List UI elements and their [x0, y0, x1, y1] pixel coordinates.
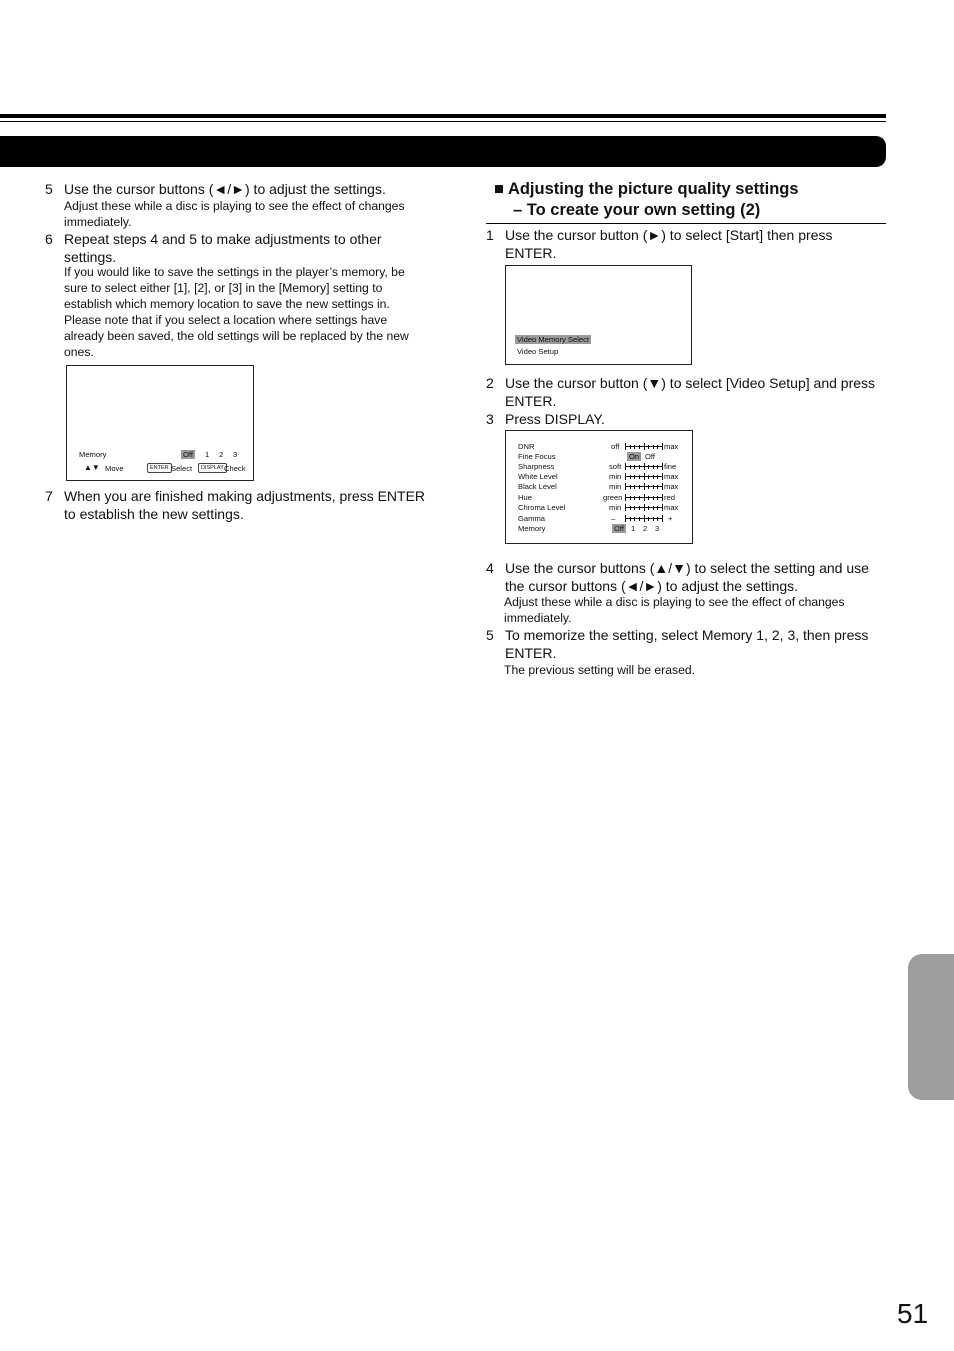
chroma-level-max-label: max — [664, 503, 679, 512]
slider-tick — [625, 443, 626, 450]
dnr-label: DNR — [518, 442, 535, 451]
slider-tick — [662, 463, 663, 470]
step-text-line: ENTER. — [505, 393, 557, 409]
white-level-label: White Level — [518, 472, 558, 481]
memory-label: Memory — [79, 450, 107, 459]
slider-tick — [648, 496, 649, 500]
memory-osd-screen — [66, 365, 254, 481]
slider-tick — [662, 483, 663, 490]
gamma-slider — [625, 515, 663, 522]
memory-off-option: Off — [614, 524, 624, 533]
gamma-label: Gamma — [518, 514, 546, 523]
note-line: establish which memory location to save the new settings in. — [64, 297, 390, 311]
note-line: ones. — [64, 345, 94, 359]
left-step-6-note — [64, 264, 409, 360]
step-number: 4 — [486, 560, 494, 576]
gamma-minus-label: – — [611, 514, 616, 523]
memory-option-3: 3 — [233, 450, 238, 459]
hue-min-label: green — [603, 493, 623, 502]
dnr-max-label: max — [664, 442, 679, 451]
slider-tick — [634, 506, 635, 510]
slider-tick — [662, 443, 663, 450]
step-text-line: to establish the new settings. — [64, 506, 244, 522]
sharpness-min-label: soft — [609, 462, 622, 471]
slider-tick — [653, 465, 654, 469]
hue-label: Hue — [518, 493, 532, 502]
step-text — [64, 487, 425, 523]
heading-line-1: ■ Adjusting the picture quality settings — [494, 180, 799, 198]
slider-tick — [630, 485, 631, 489]
step-text-line: Use the cursor buttons (▲/▼) to select the setting and use — [505, 560, 869, 576]
slider-tick — [653, 485, 654, 489]
display-key-icon: DISPLAY — [198, 463, 227, 473]
step-text-line: settings. — [64, 249, 117, 265]
step-text-line: the cursor buttons (◄/►) to adjust the settings. — [505, 578, 799, 594]
slider-tick — [653, 517, 654, 521]
gamma-plus-label: + — [668, 514, 673, 523]
slider-tick — [644, 504, 645, 511]
step-text — [505, 559, 869, 595]
step-text-line: ENTER. — [505, 645, 557, 661]
right-step-5-note: The previous setting will be erased. — [504, 663, 696, 677]
step-text — [505, 374, 875, 410]
note-line: Adjust these while a disc is playing to see the effect of changes — [64, 199, 405, 213]
note-line: immediately. — [64, 215, 132, 229]
step-text: Use the cursor buttons (◄/►) to adjust the settings. — [64, 181, 386, 197]
memory-option-2: 2 — [219, 450, 224, 459]
slider-tick — [634, 475, 635, 479]
slider-tick — [648, 506, 649, 510]
memory-label: Memory — [518, 524, 546, 533]
step-number: 1 — [486, 227, 494, 243]
slider-tick — [625, 515, 626, 522]
slider-tick — [644, 473, 645, 480]
enter-key-icon: ENTER — [147, 463, 172, 473]
slider-tick — [648, 485, 649, 489]
slider-tick — [625, 463, 626, 470]
step-text-line: ENTER. — [505, 245, 557, 261]
slider-tick — [639, 445, 640, 449]
slider-tick — [644, 483, 645, 490]
slider-tick — [657, 445, 658, 449]
slider-tick — [634, 445, 635, 449]
slider-tick — [639, 517, 640, 521]
hue-slider — [625, 494, 663, 501]
section-heading — [494, 179, 799, 221]
video-menu-osd-screen — [505, 265, 692, 365]
step-text: Press DISPLAY. — [505, 411, 605, 427]
chapter-side-tab — [908, 954, 954, 1100]
note-line: immediately. — [504, 611, 572, 625]
step-text — [505, 626, 868, 662]
check-label: Check — [224, 464, 246, 473]
slider-tick — [644, 443, 645, 450]
slider-tick — [657, 475, 658, 479]
fine-focus-off-option: Off — [645, 452, 655, 461]
note-line: sure to select either [1], [2], or [3] in the [Memory] setting to — [64, 281, 383, 295]
slider-tick — [625, 483, 626, 490]
step-number: 7 — [45, 488, 53, 504]
step-number: 2 — [486, 375, 494, 391]
heading-line-2: – To create your own setting (2) — [513, 201, 761, 219]
slider-tick — [639, 475, 640, 479]
step-text-line: When you are finished making adjustments, press ENTER — [64, 488, 426, 504]
note-line: If you would like to save the settings in the player’s memory, be — [64, 265, 405, 279]
hue-max-label: red — [664, 493, 675, 502]
slider-tick — [630, 517, 631, 521]
slider-tick — [634, 465, 635, 469]
dnr-min-label: off — [611, 442, 620, 451]
step-text-line: Use the cursor button (►) to select [Start] then press — [505, 227, 833, 243]
slider-tick — [630, 465, 631, 469]
white-level-min-label: min — [609, 472, 622, 481]
slider-tick — [653, 506, 654, 510]
slider-tick — [634, 485, 635, 489]
black-level-slider — [625, 483, 663, 490]
move-label: Move — [105, 464, 124, 473]
right-step-4-note — [504, 594, 845, 626]
section-title-bar — [0, 136, 886, 167]
video-memory-select-item: Video Memory Select — [517, 335, 590, 344]
step-text-line: To memorize the setting, select Memory 1, 2, 3, then press — [505, 627, 869, 643]
memory-option-1: 1 — [205, 450, 210, 459]
note-line: Please note that if you select a location where settings have — [64, 313, 388, 327]
memory-option-3: 3 — [655, 524, 660, 533]
slider-tick — [648, 475, 649, 479]
white-level-max-label: max — [664, 472, 679, 481]
slider-tick — [639, 485, 640, 489]
slider-tick — [653, 475, 654, 479]
sharpness-label: Sharpness — [518, 462, 555, 471]
slider-tick — [644, 494, 645, 501]
slider-tick — [648, 517, 649, 521]
slider-tick — [630, 445, 631, 449]
slider-tick — [648, 445, 649, 449]
slider-tick — [630, 506, 631, 510]
slider-tick — [644, 515, 645, 522]
chroma-level-label: Chroma Level — [518, 503, 566, 512]
page-number: 51 — [897, 1298, 929, 1329]
slider-tick — [653, 445, 654, 449]
slider-tick — [644, 463, 645, 470]
slider-tick — [662, 515, 663, 522]
sharpness-max-label: fine — [664, 462, 677, 471]
slider-tick — [662, 494, 663, 501]
slider-tick — [657, 517, 658, 521]
video-setup-osd-screen — [505, 430, 693, 544]
memory-option-2: 2 — [643, 524, 648, 533]
black-level-min-label: min — [609, 482, 622, 491]
left-step-5-note — [64, 198, 405, 230]
step-text — [505, 226, 832, 262]
slider-tick — [634, 517, 635, 521]
sharpness-slider — [625, 463, 663, 470]
slider-tick — [653, 496, 654, 500]
dnr-slider — [625, 443, 663, 450]
step-number: 3 — [486, 411, 494, 427]
slider-tick — [662, 473, 663, 480]
step-text-line: Use the cursor button (▼) to select [Video Setup] and press — [505, 375, 876, 391]
step-number: 5 — [486, 627, 494, 643]
slider-tick — [657, 465, 658, 469]
step-text — [64, 230, 382, 266]
video-setup-item: Video Setup — [517, 347, 559, 356]
slider-tick — [657, 496, 658, 500]
up-down-arrows-icon: ▲▼ — [84, 463, 100, 472]
slider-tick — [657, 506, 658, 510]
note-line: Adjust these while a disc is playing to see the effect of changes — [504, 595, 845, 609]
slider-tick — [657, 485, 658, 489]
slider-tick — [634, 496, 635, 500]
slider-tick — [639, 465, 640, 469]
chroma-level-min-label: min — [609, 503, 622, 512]
chroma-level-slider — [625, 504, 663, 511]
slider-tick — [639, 506, 640, 510]
slider-tick — [625, 494, 626, 501]
note-line: already been saved, the old settings will be replaced by the new — [64, 329, 409, 343]
slider-tick — [630, 475, 631, 479]
white-level-slider — [625, 473, 663, 480]
slider-tick — [648, 465, 649, 469]
fine-focus-on-option: On — [629, 452, 640, 461]
slider-tick — [630, 496, 631, 500]
step-number: 5 — [45, 181, 53, 197]
fine-focus-label: Fine Focus — [518, 452, 556, 461]
step-number: 6 — [45, 231, 53, 247]
heading-underline — [486, 223, 886, 224]
slider-tick — [639, 496, 640, 500]
black-level-label: Black Level — [518, 482, 557, 491]
memory-option-1: 1 — [631, 524, 636, 533]
memory-off-option: Off — [183, 450, 193, 459]
slider-tick — [625, 504, 626, 511]
slider-tick — [625, 473, 626, 480]
black-level-max-label: max — [664, 482, 679, 491]
select-label: Select — [171, 464, 193, 473]
slider-tick — [662, 504, 663, 511]
header-rule-thick — [0, 114, 886, 118]
step-text-line: Repeat steps 4 and 5 to make adjustments to other — [64, 231, 382, 247]
header-rule-thin — [0, 121, 886, 122]
